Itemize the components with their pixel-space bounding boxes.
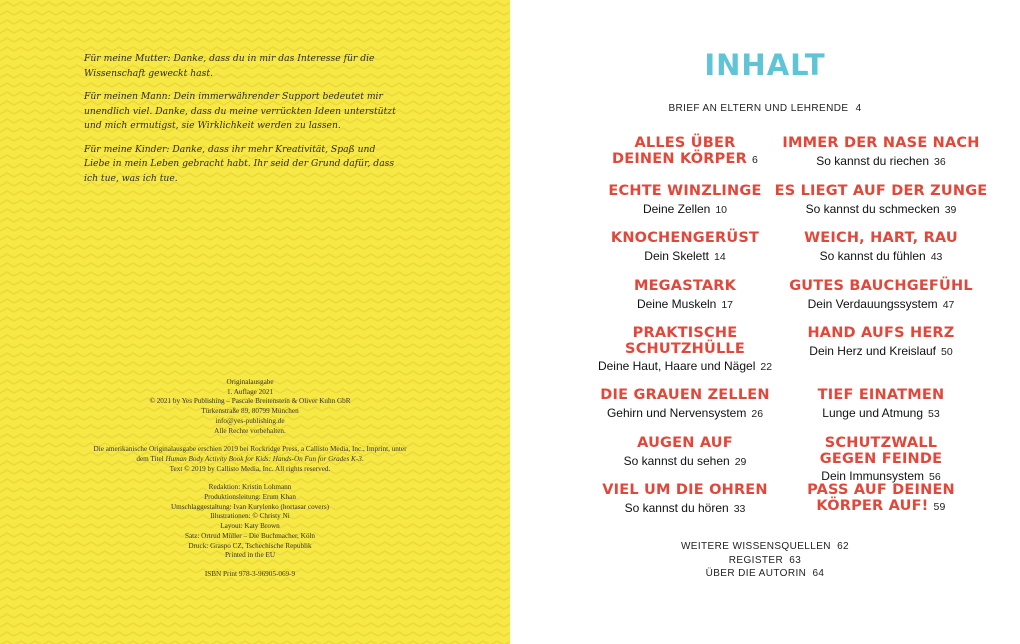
toc-entry-subtitle-text: So kannst du hören bbox=[624, 500, 729, 515]
toc-entry-heading-line: DIE GRAUEN ZELLEN bbox=[600, 387, 770, 403]
imprint-copyright: © 2021 by Yes Publishing – Pascale Breitenstein & Oliver Kuhn GbR bbox=[149, 397, 351, 406]
toc-entry-subtitle-text: Lunge und Atmung bbox=[822, 405, 924, 420]
toc-entry-subtitle-text: Dein Verdauungssystem bbox=[807, 296, 938, 311]
toc-entry-subtitle bbox=[570, 201, 800, 218]
toc-entry bbox=[768, 279, 994, 313]
toc-entry-heading bbox=[768, 436, 994, 467]
toc-entry-page: 10 bbox=[715, 203, 728, 216]
imprint-credit: Layout: Katy Brown bbox=[220, 522, 280, 531]
toc-entry-page: 59 bbox=[933, 500, 946, 513]
toc-entry-subtitle-text: Deine Haut, Haare und Nägel bbox=[597, 359, 756, 373]
toc-entry bbox=[768, 436, 994, 485]
toc-entry-heading-line: GEGEN FEINDE bbox=[819, 450, 943, 467]
toc-entry-subtitle-text: Deine Muskeln bbox=[636, 296, 717, 311]
toc-entry bbox=[768, 136, 994, 170]
toc-entry-page: 43 bbox=[930, 250, 943, 263]
toc-entry-heading-line: AUGEN AUF bbox=[637, 435, 733, 451]
imprint bbox=[80, 378, 420, 580]
toc-entry bbox=[768, 388, 994, 422]
toc-entry-page: 53 bbox=[928, 407, 940, 420]
toc-entry-subtitle bbox=[768, 248, 994, 265]
toc-entry-subtitle-text: Dein Immunsystem bbox=[821, 469, 924, 483]
toc-entry-heading-line: PRAKTISCHE bbox=[632, 325, 738, 341]
toc-entry bbox=[570, 326, 800, 375]
toc-entry-page: 6 bbox=[751, 153, 758, 166]
imprint-credit: Satz: Ortrud Müller – Die Buchmacher, Köln bbox=[184, 531, 316, 540]
toc-entry bbox=[570, 184, 800, 218]
toc-footer-page: 63 bbox=[789, 555, 802, 566]
toc-entry-heading-line: WEICH, HART, RAU bbox=[804, 230, 958, 246]
toc-entry bbox=[570, 436, 800, 470]
toc-entry-page: 50 bbox=[941, 345, 953, 358]
toc-entry bbox=[768, 483, 994, 515]
toc-footer-item bbox=[510, 568, 1020, 579]
right-page bbox=[510, 0, 1020, 644]
toc-entry-heading bbox=[570, 231, 800, 247]
toc-entry-subtitle-text: Gehirn und Nervensystem bbox=[606, 405, 747, 420]
toc-entry bbox=[768, 326, 994, 360]
imprint-original-title: Human Body Activity Book for Kids: Hands-On Fun for Grades K-3 bbox=[165, 454, 362, 463]
toc-entry-heading-line: ECHTE WINZLINGE bbox=[608, 183, 762, 199]
toc-footer-label: ÜBER DIE AUTORIN bbox=[705, 568, 807, 579]
toc-entry-heading bbox=[570, 388, 800, 404]
toc-entry bbox=[768, 184, 994, 218]
toc-entry-heading-line: IMMER DER NASE NACH bbox=[782, 135, 980, 151]
toc-entry-heading bbox=[570, 136, 800, 168]
toc-entry-heading bbox=[768, 184, 994, 200]
toc-entry-heading-line: HAND AUFS HERZ bbox=[807, 325, 955, 341]
toc-entry-page: 39 bbox=[944, 203, 957, 216]
imprint-original-3: Text © 2019 by Callisto Media, Inc. All rights reserved. bbox=[169, 464, 331, 473]
toc-intro-label: BRIEF AN ELTERN UND LEHRENDE bbox=[668, 103, 849, 114]
dedication-children: Für meine Kinder: Danke, dass ihr mehr Kreativität, Spaß und Liebe in mein Leben gebracht habt. Ihr seid der Grund dafür, dass ich tue, was ich tue. bbox=[84, 143, 395, 184]
toc-entry-heading bbox=[570, 436, 800, 452]
toc-entry-page: 22 bbox=[760, 361, 773, 373]
toc-entry-heading-line: GUTES BAUCHGEFÜHL bbox=[789, 278, 973, 294]
toc-entry-heading bbox=[768, 136, 994, 152]
toc-entry-page: 17 bbox=[721, 298, 734, 311]
toc-footer-page: 62 bbox=[837, 541, 850, 552]
imprint-credit: Redaktion: Kristin Lohmann bbox=[208, 483, 292, 492]
toc-entry-subtitle bbox=[768, 201, 994, 218]
toc-entry-heading bbox=[570, 326, 800, 357]
toc-entry-heading-line: DEINEN KÖRPER 6 bbox=[612, 150, 758, 167]
toc-entry-heading-line: ES LIEGT AUF DER ZUNGE bbox=[774, 183, 988, 199]
imprint-edition: Originalausgabe bbox=[226, 378, 274, 386]
toc-intro-page: 4 bbox=[855, 103, 862, 114]
toc-entry-heading-line: MEGASTARK bbox=[633, 278, 737, 294]
imprint-credit: Umschlaggestaltung: Ivan Kurylenko (hortasar covers) bbox=[170, 502, 330, 511]
imprint-rights: Alle Rechte vorbehalten. bbox=[214, 426, 286, 435]
toc-footer-page: 64 bbox=[812, 568, 825, 579]
toc-entry-heading-line: ALLES ÜBER bbox=[634, 135, 736, 151]
imprint-isbn: ISBN Print 978-3-96905-069-9 bbox=[204, 569, 296, 578]
toc-entry-heading-line: KNOCHENGERÜST bbox=[610, 230, 760, 246]
toc-intro bbox=[510, 103, 1020, 114]
toc-entry-subtitle bbox=[570, 500, 800, 517]
toc-entry-page: 29 bbox=[734, 455, 747, 468]
toc-entry-page: 14 bbox=[714, 250, 726, 263]
imprint-printing: 1. Auflage 2021 bbox=[226, 387, 274, 396]
toc-entry-heading bbox=[768, 231, 994, 247]
toc-entry bbox=[570, 279, 800, 313]
toc-footer-item bbox=[510, 541, 1020, 552]
toc-entry-page: 36 bbox=[934, 155, 946, 168]
toc-entry-heading bbox=[768, 279, 994, 295]
toc-entry-heading-line: SCHUTZHÜLLE bbox=[625, 340, 745, 357]
toc-entry-subtitle bbox=[570, 296, 800, 313]
imprint-credit: Produktionsleitung: Erum Khan bbox=[204, 493, 296, 502]
imprint-email: info@yes-publishing.de bbox=[215, 416, 285, 425]
toc-entry-heading-line: KÖRPER AUF! 59 bbox=[816, 497, 946, 514]
toc-entry-page: 33 bbox=[733, 502, 746, 515]
toc-entry-subtitle bbox=[768, 405, 994, 422]
toc-footer-label: WEITERE WISSENSQUELLEN bbox=[680, 541, 831, 552]
toc-footer-item bbox=[510, 555, 1020, 566]
toc-entry-page: 56 bbox=[929, 471, 941, 483]
toc-entry-heading-line: PASS AUF DEINEN bbox=[807, 482, 955, 498]
toc-entry-subtitle-text: So kannst du riechen bbox=[816, 153, 930, 168]
toc-entry-subtitle bbox=[570, 453, 800, 470]
toc-entry-heading bbox=[570, 483, 800, 499]
toc-entry-subtitle-text: So kannst du sehen bbox=[623, 453, 730, 468]
toc-entry-page: 47 bbox=[942, 298, 955, 311]
dedication bbox=[84, 52, 404, 195]
toc-entry-heading bbox=[768, 326, 994, 342]
toc-entry-subtitle bbox=[570, 358, 800, 375]
dedication-mother: Für meine Mutter: Danke, dass du in mir das Interesse für die Wissenschaft geweckt hast. bbox=[84, 53, 375, 79]
toc-entry-heading bbox=[768, 483, 994, 515]
toc-entry-subtitle bbox=[570, 248, 800, 265]
toc-entry-heading bbox=[570, 184, 800, 200]
imprint-original-2-pre: dem Titel bbox=[136, 454, 166, 463]
toc-entry-page: 26 bbox=[751, 407, 764, 420]
toc-entry-heading-line: TIEF EINATMEN bbox=[817, 387, 945, 403]
toc-entry bbox=[570, 483, 800, 517]
imprint-credit: Illustrationen: © Christy Ni bbox=[210, 512, 290, 521]
toc-entry-heading bbox=[570, 279, 800, 295]
toc-entry bbox=[570, 136, 800, 168]
toc-entry-heading bbox=[768, 388, 994, 404]
toc-entry-subtitle-text: Dein Herz und Kreislauf bbox=[809, 343, 937, 358]
imprint-original-2-post: . bbox=[361, 454, 364, 463]
toc-entry bbox=[570, 388, 800, 422]
toc-entry-subtitle bbox=[570, 405, 800, 422]
toc-entry-subtitle-text: Deine Zellen bbox=[642, 201, 711, 216]
toc-entry-subtitle bbox=[768, 296, 994, 313]
toc-entry-subtitle bbox=[768, 343, 994, 360]
page-title: INHALT bbox=[704, 48, 826, 82]
imprint-credit: Druck: Graspo CZ, Tschechische Republik bbox=[188, 541, 312, 550]
toc-entry-heading-line: SCHUTZWALL bbox=[824, 435, 938, 451]
toc-entry-subtitle-text: So kannst du fühlen bbox=[819, 248, 926, 263]
imprint-original-2 bbox=[80, 455, 420, 465]
dedication-husband: Für meinen Mann: Dein immerwährender Support bedeutet mir unendlich viel. Danke, dass du meine verrückten Ideen unterstützt und mich ermutigst, sie Wirklichkeit werden zu lassen. bbox=[84, 91, 396, 131]
toc-entry bbox=[570, 231, 800, 265]
toc-entry bbox=[768, 231, 994, 265]
imprint-original-1: Die amerikanische Originalausgabe erschien 2019 bei Rockridge Press, a Callisto Media, Inc., Imprint, unter bbox=[93, 445, 407, 454]
toc-entry-subtitle-text: Dein Skelett bbox=[644, 248, 709, 263]
toc-footer-label: REGISTER bbox=[728, 555, 784, 566]
imprint-credit: Printed in the EU bbox=[224, 551, 276, 560]
toc-entry-subtitle-text: So kannst du schmecken bbox=[805, 201, 940, 216]
toc-entry-subtitle bbox=[768, 153, 994, 170]
imprint-street: Türkenstraße 89, 80799 München bbox=[201, 407, 299, 416]
toc-entry-heading-line: VIEL UM DIE OHREN bbox=[602, 482, 768, 498]
